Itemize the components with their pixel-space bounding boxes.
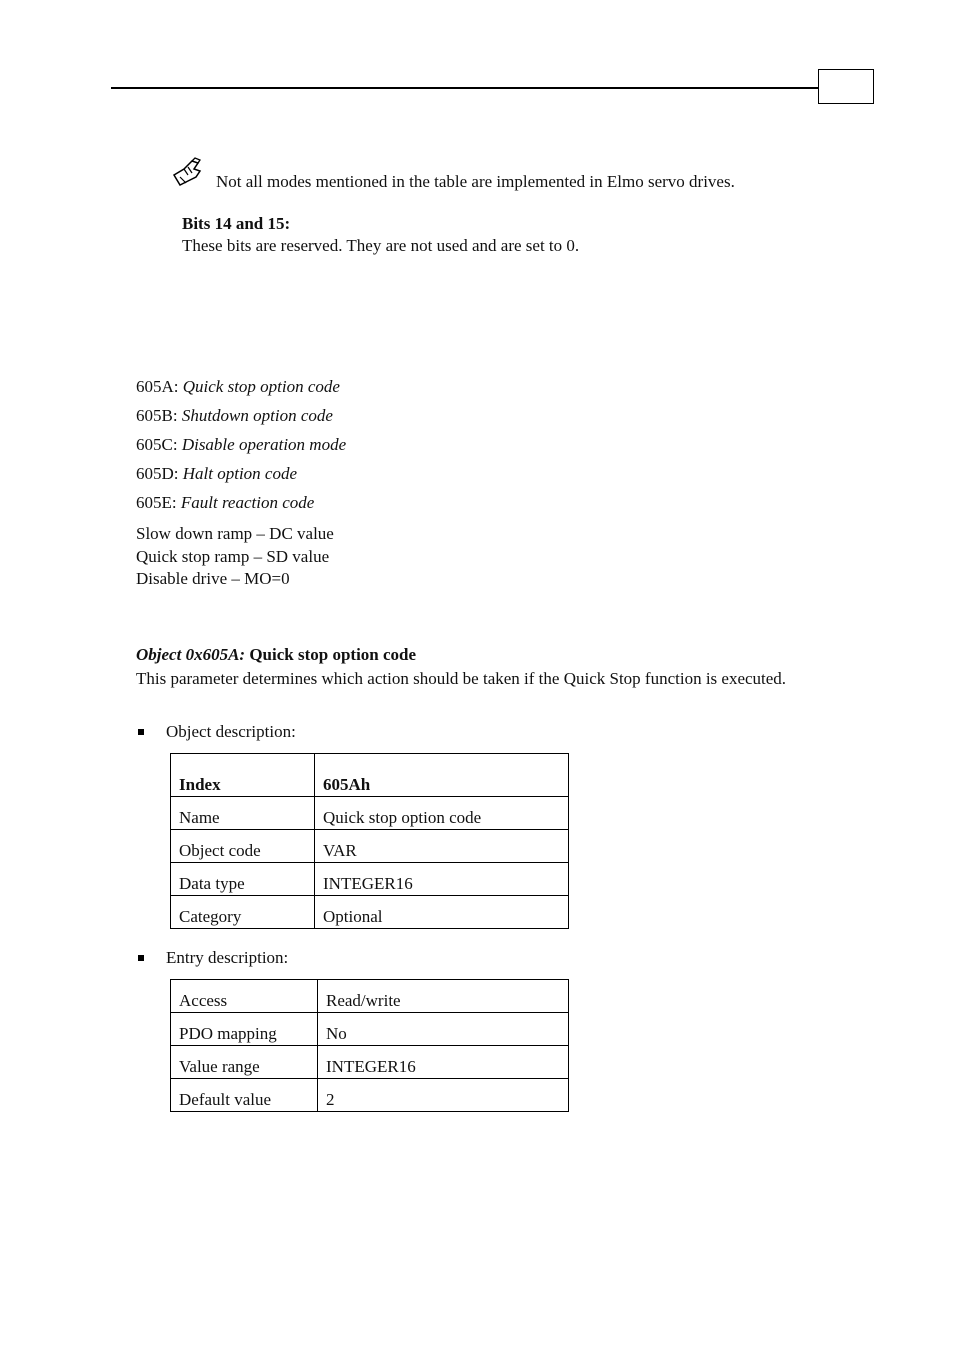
table-row: Data type INTEGER16 (171, 863, 569, 896)
table-row: PDO mapping No (171, 1013, 569, 1046)
list-item: 605A: Quick stop option code (136, 377, 340, 396)
object-description-table (170, 753, 569, 929)
table-row: Category Optional (171, 896, 569, 929)
table-row: Default value 2 (171, 1079, 569, 1112)
list-item: 605E: Fault reaction code (136, 493, 315, 512)
header-rule (111, 87, 819, 89)
note-text: Not all modes mentioned in the table are implemented in Elmo servo drives. (216, 172, 735, 191)
table-row: Index 605Ah (171, 754, 569, 797)
list-item: Slow down ramp – DC value (136, 524, 334, 543)
page-number-box (818, 69, 874, 104)
table-row: Access Read/write (171, 980, 569, 1013)
ramp-list (136, 523, 334, 591)
list-item: Disable drive – MO=0 (136, 569, 290, 588)
bullet-square-icon (138, 955, 144, 961)
object-description-text: This parameter determines which action should be taken if the Quick Stop function is executed. (136, 669, 787, 688)
table-row: Object code VAR (171, 830, 569, 863)
bullet-square-icon (138, 729, 144, 735)
bits-title: Bits 14 and 15: (182, 214, 291, 233)
list-item: 605D: Halt option code (136, 464, 298, 483)
option-code-list (136, 372, 346, 517)
list-item: 605B: Shutdown option code (136, 406, 333, 425)
entry-description-table (170, 979, 569, 1112)
bits-text: These bits are reserved. They are not used and are set to 0. (182, 236, 580, 255)
list-item: 605C: Disable operation mode (136, 435, 347, 454)
note-hand-icon (170, 157, 204, 189)
table-row: Name Quick stop option code (171, 797, 569, 830)
list-item: Quick stop ramp – SD value (136, 546, 330, 566)
table-row: Value range INTEGER16 (171, 1046, 569, 1079)
object-heading: Object 0x605A: Quick stop option code (136, 645, 417, 664)
